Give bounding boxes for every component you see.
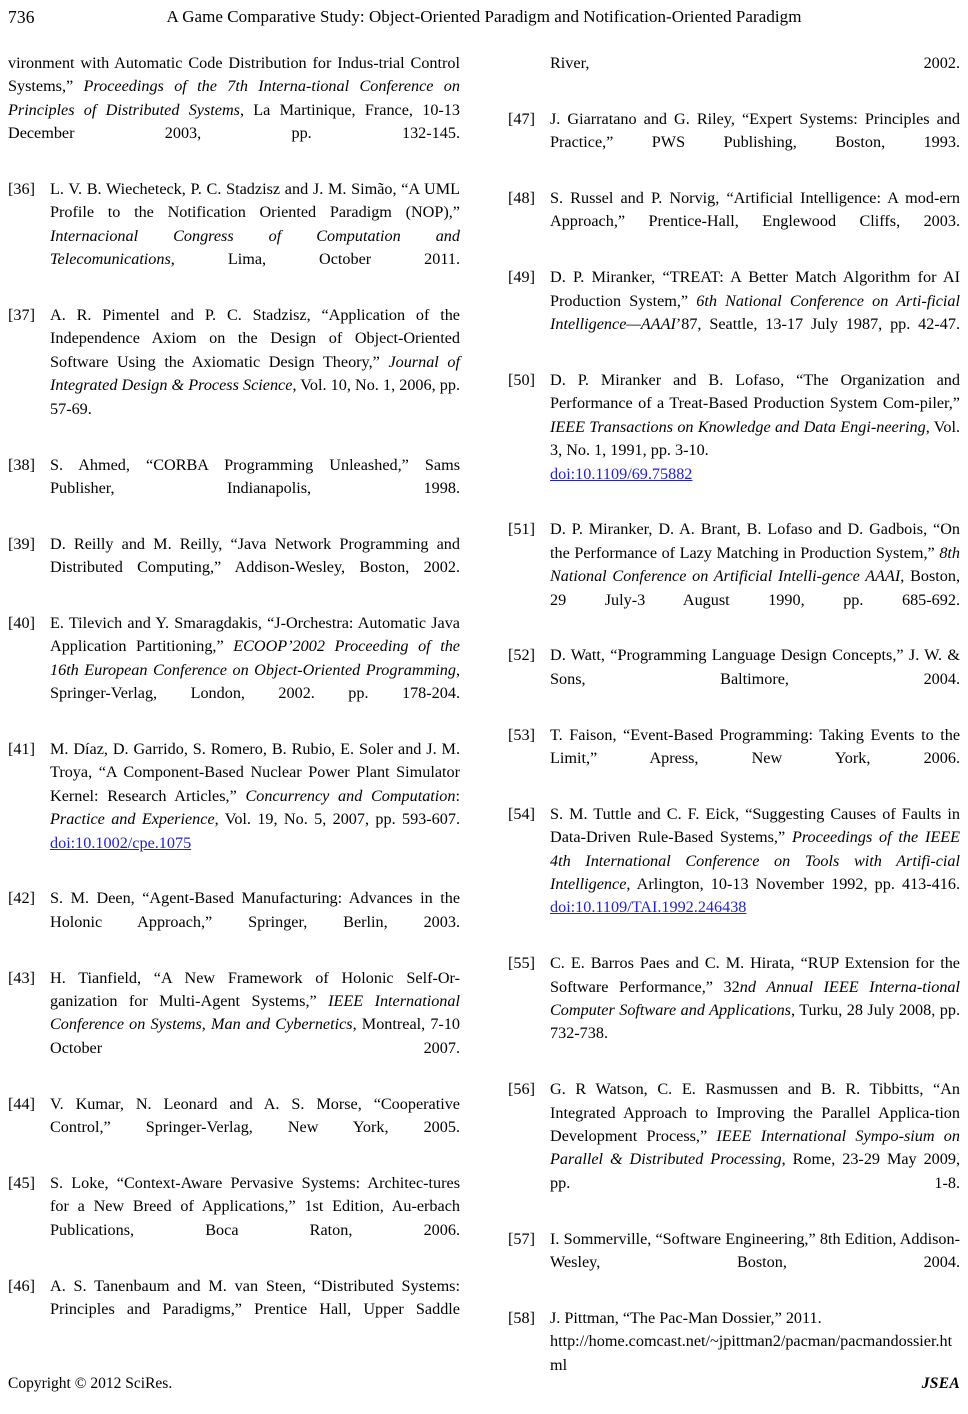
reference-number: [39] [8, 534, 35, 553]
reference-number: [58] [508, 1308, 535, 1327]
reference-text-post: , Rome, 23-29 May 2009, pp. 1-8. [550, 1150, 960, 1192]
reference-entry [508, 187, 960, 257]
reference-number: [53] [508, 725, 535, 744]
reference-text [550, 1228, 960, 1298]
reference-text [550, 724, 960, 794]
reference-text [50, 1093, 460, 1163]
reference-source-title: ECOOP’2002 Proceeding of the 16th European Conference on Object-Oriented Programming [50, 637, 460, 679]
reference-source-subtitle: Man and Cybernetics [211, 1015, 353, 1034]
url-link[interactable]: http://home.comcast.net/~jpittman2/pacman/pacmandossier.html [550, 1332, 953, 1374]
reference-text-pre: J. Pittman, “The Pac-Man Dossier,” 2011. [550, 1308, 822, 1327]
journal-abbreviation: JSEA [921, 1375, 960, 1392]
reference-source-title: Proceedings of the IEEE 4th International Conference on Tools with Artifi-cial Intelligence [550, 828, 961, 893]
page-footer [8, 1374, 960, 1394]
reference-text [50, 533, 460, 603]
reference-text-pre: A. S. Tanenbaum and M. van Steen, “Distributed Systems: Principles and Paradigms,” Prentice Hall, Upper Saddle [50, 1276, 460, 1318]
reference-entry [8, 1172, 460, 1266]
reference-text-post: , Montreal, 7-10 October 2007. [50, 1015, 461, 1057]
reference-number: [44] [8, 1094, 35, 1113]
reference-text [550, 952, 960, 1069]
reference-source-title: IEEE International Conference on Systems [50, 992, 460, 1034]
reference-entry [8, 612, 460, 729]
reference-text-pre: M. Díaz, D. Garrido, S. Romero, B. Rubio, E. Soler and J. M. Troya, “A Component-Based Nuclear Power Plant Simulator Kernel: Research Articles,” [50, 739, 460, 805]
reference-text [550, 803, 960, 943]
reference-number: [51] [508, 520, 535, 539]
right-reference-list [508, 108, 960, 1401]
reference-entry [8, 304, 460, 444]
reference-number: [40] [8, 613, 35, 632]
right-column [508, 52, 960, 1401]
reference-number: [55] [508, 954, 535, 973]
reference-text [550, 187, 960, 257]
reference-source-title: Journal of Integrated Design & Process Science [50, 352, 460, 395]
reference-entry [8, 887, 460, 957]
reference-text-pre: S. Loke, “Context-Aware Pervasive Systems: Architec-tures for a New Breed of Applications,” 1st Edition, Au-erbach Publications, Boca Raton, 2006. [50, 1173, 460, 1239]
reference-text [50, 887, 460, 957]
reference-text [550, 644, 960, 714]
reference-text [50, 738, 460, 878]
left-column [8, 52, 460, 1401]
reference-number: [38] [8, 455, 35, 474]
reference-source-title: 8th National Conference on Artificial Intelli-gence AAAI [550, 543, 960, 586]
reference-text-pre: G. R Watson, C. E. Rasmussen and B. R. Tibbitts, “An Integrated Approach to Improving the Parallel Applica-tion Development Process,” [550, 1080, 960, 1146]
doi-link[interactable]: doi:10.1002/cpe.1075 [50, 833, 192, 852]
reference-text-post: , Vol. 3, No. 1, 1991, pp. 3-10. [550, 417, 960, 460]
reference-number: [47] [508, 109, 535, 128]
reference-number: [42] [8, 889, 35, 908]
reference-source-title: nd Annual IEEE Interna-tional Computer Software and Applications [550, 977, 960, 1020]
reference-number: [57] [508, 1229, 535, 1248]
continuation-text-2: , La Martinique, France, 10-13 December 2003, pp. 132-145. [8, 100, 460, 143]
reference-text-pre: S. Russel and P. Norvig, “Artificial Intelligence: A mod-ern Approach,” Prentice-Hall, Englewood Cliffs, 2003. [550, 189, 960, 231]
reference-text-pre: D. P. Miranker, “TREAT: A Better Match Algorithm for AI Production System,” [550, 268, 960, 310]
reference-text-post: , Boston, 29 July-3 August 1990, pp. 685-692. [550, 567, 960, 609]
reference-entry [8, 454, 460, 524]
reference-number: [48] [508, 189, 535, 208]
reference-entry [508, 266, 960, 360]
reference-number: [36] [8, 180, 35, 199]
reference-text-mid: : [455, 786, 460, 805]
reference-text-pre: H. Tianfield, “A New Framework of Holonic Self-Or-ganization for Multi-Agent Systems,” [50, 968, 460, 1011]
page-number: 736 [8, 7, 35, 27]
reference-text-pre: D. Watt, “Programming Language Design Concepts,” J. W. & Sons, Baltimore, 2004. [550, 646, 960, 688]
reference-source-title: IEEE International Sympo-sium on Parallel & Distributed Processing [550, 1127, 960, 1169]
reference-text-pre: S. M. Deen, “Agent-Based Manufacturing: Advances in the Holonic Approach,” Springer, Berlin, 2003. [50, 889, 460, 931]
reference-source-subtitle: Practice and Experience [50, 810, 215, 829]
reference-text [550, 266, 960, 360]
reference-number: [50] [508, 370, 535, 389]
reference-entry [8, 533, 460, 603]
reference-text-pre: J. Giarratano and G. Riley, “Expert Systems: Principles and Practice,” PWS Publishing, Boston, 1993. [550, 109, 960, 152]
left-reference-list [8, 178, 460, 1345]
reference-text-post: , Lima, October 2011. [170, 250, 460, 269]
reference-text-pre: S. M. Tuttle and C. F. Eick, “Suggesting Causes of Faults in Data-Driven Rule-Based Systems,” [550, 804, 960, 847]
reference-number: [56] [508, 1080, 535, 1099]
reference-text-mid: , [201, 1015, 211, 1034]
reference-continuation [508, 52, 960, 99]
reference-entry [508, 108, 960, 178]
reference-text-pre: I. Sommerville, “Software Engineering,” 8th Edition, Addison-Wesley, Boston, 2004. [550, 1229, 960, 1272]
reference-text [50, 178, 460, 295]
reference-text-pre: A. R. Pimentel and P. C. Stadzisz, “Application of the Independence Axiom on the Design of Object-Oriented Software Using the Axiomatic Design Theory,” [50, 306, 460, 371]
reference-entry [508, 724, 960, 794]
reference-text [50, 304, 460, 444]
reference-text [550, 518, 960, 635]
copyright-notice: Copyright © 2012 SciRes. [8, 1375, 173, 1392]
doi-link[interactable]: doi:10.1109/69.75882 [550, 464, 693, 483]
reference-text-pre: T. Faison, “Event-Based Programming: Taking Events to the Limit,” Apress, New York, 2006. [550, 725, 960, 767]
reference-entry [8, 1275, 460, 1345]
reference-entry [508, 952, 960, 1069]
reference-text-post: , Vol. 10, No. 1, 2006, pp. 57-69. [50, 376, 461, 418]
reference-entry [8, 1093, 460, 1163]
reference-text [50, 1172, 460, 1266]
doi-link[interactable]: doi:10.1109/TAI.1992.246438 [550, 898, 747, 917]
reference-source-title: Concurrency and Computation [245, 786, 456, 805]
reference-number: [46] [8, 1276, 35, 1295]
reference-text-post: ’87, Seattle, 13-17 July 1987, pp. 42-47. [675, 315, 960, 334]
reference-text-post: , Turku, 28 July 2008, pp. 732-738. [550, 1001, 960, 1043]
reference-text-pre: D. P. Miranker and B. Lofaso, “The Organization and Performance of a Treat-Based Production System Com-piler,” [550, 370, 960, 413]
reference-entry [508, 518, 960, 635]
reference-text-pre: D. Reilly and M. Reilly, “Java Network Programming and Distributed Computing,” Addison-Wesley, Boston, 2002. [50, 534, 460, 577]
reference-text [50, 1275, 460, 1345]
reference-text [550, 369, 960, 509]
reference-text-pre: V. Kumar, N. Leonard and A. S. Morse, “Cooperative Control,” Springer-Verlag, New York, 2005. [50, 1094, 460, 1137]
reference-text-post: , Vol. 19, No. 5, 2007, pp. 593-607. [214, 810, 460, 829]
running-head [0, 6, 968, 30]
reference-text-post: , Springer-Verlag, London, 2002. pp. 178-204. [50, 660, 460, 703]
reference-text [50, 454, 460, 524]
reference-number: [37] [8, 306, 35, 325]
reference-text [550, 1078, 960, 1218]
continuation-text-1: vironment with Automatic Code Distribution for Indus-trial Control Systems,” [8, 54, 460, 96]
reference-text-pre: E. Tilevich and Y. Smaragdakis, “J-Orchestra: Automatic Java Application Partitioning,” [50, 613, 460, 656]
continuation-italic-1: Proceedings of the 7th Interna-tional Conference on Principles of Distributed Systems [8, 77, 460, 119]
reference-source-title: IEEE Transactions on Knowledge and Data Engi-neering [550, 417, 926, 436]
reference-entry [508, 644, 960, 714]
reference-text-pre: S. Ahmed, “CORBA Programming Unleashed,” Sams Publisher, Indianapolis, 1998. [50, 455, 460, 497]
reference-text [50, 967, 460, 1084]
reference-number: [43] [8, 968, 35, 987]
running-title: A Game Comparative Study: Object-Oriented Paradigm and Notification-Oriented Paradigm [166, 7, 802, 26]
reference-number: [45] [8, 1173, 35, 1192]
reference-text-pre: L. V. B. Wiecheteck, P. C. Stadzisz and J. M. Simão, “A UML Profile to the Notification Oriented Paradigm (NOP),” [50, 180, 460, 222]
reference-entry [8, 738, 460, 878]
continuation-text-1: River, 2002. [550, 54, 960, 72]
reference-entry [508, 1078, 960, 1218]
reference-source-title: 6th National Conference on Arti-ficial Intelligence—AAAI [550, 291, 960, 334]
reference-text [550, 108, 960, 178]
reference-source-title: Internacional Congress of Computation and Telecomunications [50, 226, 460, 269]
reference-entry [8, 967, 460, 1084]
reference-entry [508, 369, 960, 509]
reference-text [50, 612, 460, 729]
reference-entry [508, 803, 960, 943]
reference-text-pre: C. E. Barros Paes and C. M. Hirata, “RUP Extension for the Software Performance,” 32 [550, 954, 960, 996]
reference-continuation [8, 52, 460, 169]
reference-columns [8, 52, 960, 1401]
reference-number: [41] [8, 739, 35, 758]
reference-entry [8, 178, 460, 295]
reference-text-pre: D. P. Miranker, D. A. Brant, B. Lofaso and D. Gadbois, “On the Performance of Lazy Matching in Production System,” [550, 520, 960, 562]
reference-text-post: , Arlington, 10-13 November 1992, pp. 413-416. [626, 875, 960, 893]
reference-number: [52] [508, 646, 535, 665]
reference-entry [508, 1228, 960, 1298]
reference-number: [49] [508, 268, 535, 287]
reference-number: [54] [508, 804, 535, 823]
